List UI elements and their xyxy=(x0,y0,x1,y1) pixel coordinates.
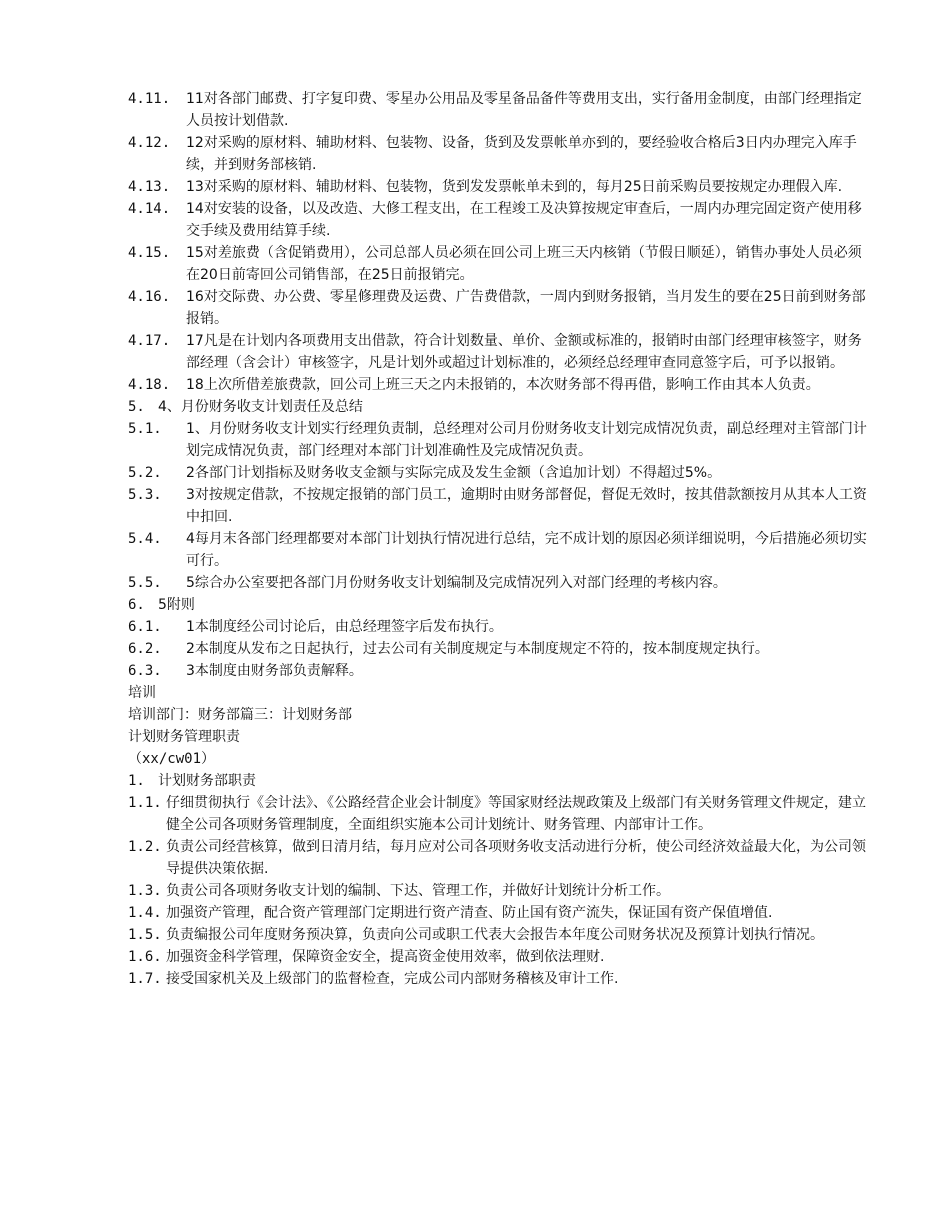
clause-6-3 xyxy=(128,660,868,682)
clause-number: 4.16. xyxy=(128,289,171,305)
clause-number: 6.2. xyxy=(128,641,162,657)
clause-number: 4.13. xyxy=(128,179,171,195)
clause-text: 12对采购的原材料、辅助材料、包装物、设备，货到及发票帐单亦到的，要经验收合格后3日内办理完入库手续，并到财务部核销. xyxy=(186,135,857,173)
clause-text: 14对安装的设备，以及改造、大修工程支出，在工程竣工及决算按规定审查后，一周内办理完固定资产使用移交手续及费用结算手续. xyxy=(186,201,862,239)
section-1-heading xyxy=(128,770,868,792)
clause-text: 加强资产管理，配合资产管理部门定期进行资产清查、防止国有资产流失，保证国有资产保值增值. xyxy=(166,905,773,921)
clause-text: 负责公司经营核算，做到日清月结，每月应对公司各项财务收支活动进行分析，使公司经济效益最大化，为公司领导提供决策依据. xyxy=(166,839,866,877)
section-title: 5附则 xyxy=(158,597,195,613)
clause-number: 4.11. xyxy=(128,91,171,107)
clause-number: 6.1. xyxy=(128,619,162,635)
clause-text: 18上次所借差旅费款，回公司上班三天之内未报销的，本次财务部不得再借，影响工作由其本人负责。 xyxy=(186,377,820,393)
clause-number: 4.15. xyxy=(128,245,171,261)
clause-text: 5综合办公室要把各部门月份财务收支计划编制及完成情况列入对部门经理的考核内容。 xyxy=(186,575,727,591)
clause-text: 负责编报公司年度财务预决算，负责向公司或职工代表大会报告本年度公司财务状况及预算计划执行情况。 xyxy=(166,927,824,943)
clause-number: 4.18. xyxy=(128,377,171,393)
clause-1-4 xyxy=(128,902,868,924)
clause-5-4 xyxy=(128,528,868,572)
clause-4-18 xyxy=(128,374,868,396)
clause-4-12 xyxy=(128,132,868,176)
clause-5-3 xyxy=(128,484,868,528)
clause-text: 3本制度由财务部负责解释。 xyxy=(186,663,363,679)
clause-5-1 xyxy=(128,418,868,462)
clause-1-3 xyxy=(128,880,868,902)
clause-text: 15对差旅费（含促销费用），公司总部人员必须在回公司上班三天内核销（节假日顺延），销售办事处人员必须在20日前寄回公司销售部，在25日前报销完。 xyxy=(186,245,862,283)
clause-number: 1.6. xyxy=(128,949,162,965)
clause-number: 1.4. xyxy=(128,905,162,921)
clause-text: 加强资金科学管理，保障资金安全，提高资金使用效率，做到依法理财. xyxy=(166,949,605,965)
section-title: 4、月份财务收支计划责任及总结 xyxy=(158,399,363,415)
clause-1-7 xyxy=(128,968,868,990)
clause-text: 17凡是在计划内各项费用支出借款，符合计划数量、单价、金额或标准的，报销时由部门经理审核签字，财务部经理（含会计）审核签字，凡是计划外或超过计划标准的，必须经总经理审查同意签字后，可予以报销。 xyxy=(186,333,862,371)
clause-4-11 xyxy=(128,88,868,132)
clause-number: 1.7. xyxy=(128,971,162,987)
training-label: 培训 xyxy=(128,685,156,701)
clause-number: 5.4. xyxy=(128,531,162,547)
clause-text: 接受国家机关及上级部门的监督检查，完成公司内部财务稽核及审计工作. xyxy=(166,971,619,987)
section-title: 计划财务部职责 xyxy=(158,773,256,789)
clause-number: 5.1. xyxy=(128,421,162,437)
clause-number: 1.3. xyxy=(128,883,162,899)
section-6-heading xyxy=(128,594,868,616)
clause-1-6 xyxy=(128,946,868,968)
clause-4-15 xyxy=(128,242,868,286)
clause-text: 2各部门计划指标及财务收支金额与实际完成及发生金额（含追加计划）不得超过5%。 xyxy=(186,465,722,481)
clause-text: 3对按规定借款，不按规定报销的部门员工，逾期时由财务部督促，督促无效时，按其借款额按月从其本人工资中扣回. xyxy=(186,487,867,525)
clause-text: 1、月份财务收支计划实行经理负责制，总经理对公司月份财务收支计划完成情况负责，副总经理对主管部门计划完成情况负责，部门经理对本部门计划准确性及完成情况负责。 xyxy=(186,421,867,459)
clause-6-1 xyxy=(128,616,868,638)
clause-number: 5.5. xyxy=(128,575,162,591)
section-number: 5. xyxy=(128,399,145,415)
clause-number: 6.3. xyxy=(128,663,162,679)
clause-text: 13对采购的原材料、辅助材料、包装物，货到发发票帐单未到的，每月25日前采购员要按规定办理假入库. xyxy=(186,179,843,195)
clause-text: 1本制度经公司讨论后，由总经理签字后发布执行。 xyxy=(186,619,503,635)
clause-number: 1.1. xyxy=(128,795,162,811)
clause-number: 4.17. xyxy=(128,333,171,349)
clause-1-5 xyxy=(128,924,868,946)
clause-4-14 xyxy=(128,198,868,242)
clause-number: 1.5. xyxy=(128,927,162,943)
clause-5-5 xyxy=(128,572,868,594)
clause-text: 4每月末各部门经理都要对本部门计划执行情况进行总结，完不成计划的原因必须详细说明，今后措施必须切实可行。 xyxy=(186,531,867,569)
section-number: 1. xyxy=(128,773,145,789)
section-5-heading xyxy=(128,396,868,418)
clause-4-16 xyxy=(128,286,868,330)
clause-text: 负责公司各项财务收支计划的编制、下达、管理工作，并做好计划统计分析工作。 xyxy=(166,883,670,899)
clause-number: 5.3. xyxy=(128,487,162,503)
doc-code: （xx/cw01） xyxy=(128,751,216,767)
clause-number: 1.2. xyxy=(128,839,162,855)
clause-1-1 xyxy=(128,792,868,836)
clause-number: 4.12. xyxy=(128,135,171,151)
clause-text: 2本制度从发布之日起执行，过去公司有关制度规定与本制度规定不符的，按本制度规定执行。 xyxy=(186,641,769,657)
clause-text: 16对交际费、办公费、零星修理费及运费、广告费借款，一周内到财务报销，当月发生的要在25日前到财务部报销。 xyxy=(186,289,866,327)
clause-number: 5.2. xyxy=(128,465,162,481)
clause-4-13 xyxy=(128,176,868,198)
clause-text: 11对各部门邮费、打字复印费、零星办公用品及零星备品备件等费用支出，实行备用金制度，由部门经理指定人员按计划借款. xyxy=(186,91,862,129)
doc-title: 计划财务管理职责 xyxy=(128,729,240,745)
clause-1-2 xyxy=(128,836,868,880)
clause-4-17 xyxy=(128,330,868,374)
clause-5-2 xyxy=(128,462,868,484)
clause-number: 4.14. xyxy=(128,201,171,217)
training-department-line: 培训部门：财务部篇三：计划财务部 xyxy=(128,707,352,723)
clause-6-2 xyxy=(128,638,868,660)
section-number: 6. xyxy=(128,597,145,613)
clause-text: 仔细贯彻执行《会计法》、《公路经营企业会计制度》等国家财经法规政策及上级部门有关财务管理文件规定，建立健全公司各项财务管理制度，全面组织实施本公司计划统计、财务管理、内部审计工作。 xyxy=(166,795,866,833)
document-page xyxy=(128,88,868,990)
